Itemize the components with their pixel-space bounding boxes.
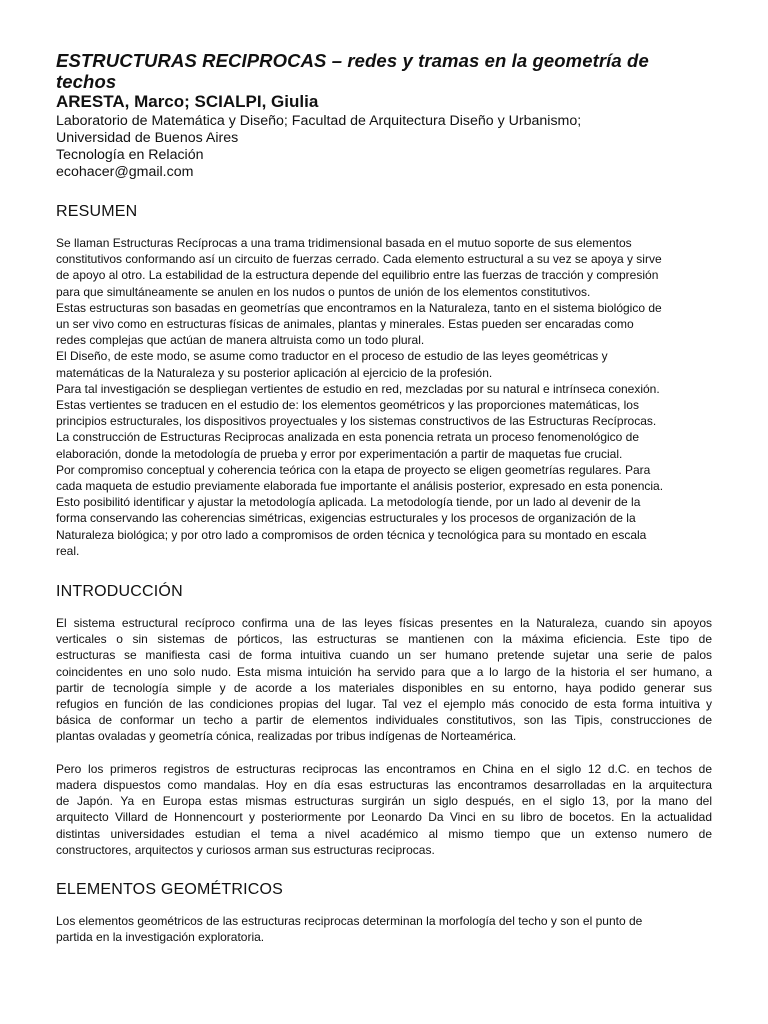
body-line: refugios en función de las condiciones propias del lugar. Tal vez el ejemplo más conocido de esta forma intuitiva y <box>56 697 712 712</box>
body-line: constructores, arquitectos y curiosos arman sus estructuras reciprocas. <box>56 842 435 857</box>
body-line: de apoyo al otro. La estabilidad de la estructura depende del equilibrio entre las fuerzas de tracción y compresión <box>56 268 659 283</box>
affiliation-line: Tecnología en Relación <box>56 147 204 163</box>
body-line: Por compromiso conceptual y coherencia teórica con la etapa de proyecto se eligen geometrías regulares. Para <box>56 462 651 477</box>
body-line: Estas vertientes se traducen en el estudio de: los elementos geométricos y las proporciones matemáticas, los <box>56 398 639 413</box>
affiliation-block <box>56 113 712 181</box>
section-heading-introduccion: INTRODUCCIÓN <box>56 583 183 601</box>
body-line: plantas ovaladas y geometría cónica, realizadas por tribus indígenas de Norteamérica. <box>56 729 517 744</box>
contact-email: ecohacer@gmail.com <box>56 164 194 180</box>
body-line: La construcción de Estructuras Reciprocas analizada en esta ponencia retrata un proceso fenomenológico de <box>56 430 640 445</box>
body-line: Pero los primeros registros de estructuras reciprocas las encontramos en China en el siglo 12 d.C. en techos de <box>56 761 712 776</box>
body-line: Para tal investigación se despliegan vertientes de estudio en red, mezcladas por su natural e intrínseca conexión. <box>56 381 660 396</box>
title-line: techos <box>56 71 117 92</box>
introduccion-paragraph-1 <box>56 615 712 745</box>
body-line: constitutivos conformando así un circuito de fuerzas cerrado. Cada elemento estructural a su vez se apoya y sirve <box>56 252 662 267</box>
body-line: partida en la investigación exploratoria. <box>56 930 265 945</box>
authors: ARESTA, Marco; SCIALPI, Giulia <box>56 92 319 111</box>
introduccion-paragraph-2 <box>56 761 712 858</box>
body-line: redes complejas que actúan de manera altruista como un todo plural. <box>56 333 425 348</box>
body-line: cada maqueta de estudio previamente elaborada fue importante el análisis posterior, expresado en esta ponencia. <box>56 479 664 494</box>
title-line: ESTRUCTURAS RECIPROCAS – redes y tramas en la geometría de <box>56 50 649 71</box>
body-line: real. <box>56 543 80 558</box>
resumen-body <box>56 235 712 559</box>
body-line: Los elementos geométricos de las estructuras reciprocas determinan la morfología del techo y son el punto de <box>56 913 643 928</box>
body-line: verticales o sin sistemas de pórticos, las estructuras se mantienen con la máxima eficiencia. Este tipo de <box>56 632 712 647</box>
body-line: El Diseño, de este modo, se asume como traductor en el proceso de estudio de las leyes geométricas y <box>56 349 608 364</box>
paper-title <box>56 50 712 92</box>
body-line: principios estructurales, los dispositivos proyectuales y los sistemas constructivos de las Estructuras Recíprocas. <box>56 414 657 429</box>
body-line: básica de conformar un techo a partir de elementos individuales constitutivos, son las Tipis, construcciones de <box>56 713 712 728</box>
affiliation-line: Laboratorio de Matemática y Diseño; Facultad de Arquitectura Diseño y Urbanismo; <box>56 113 582 129</box>
body-line: distintas universidades estudian el tema a nivel académico al mismo tiempo que un extenso numero de <box>56 826 712 841</box>
body-line: Estas estructuras son basadas en geometrías que encontramos en la Naturaleza, tanto en el sistema biológico de <box>56 300 662 315</box>
body-line: Naturaleza biológica; y por otro lado a compromisos de orden técnica y tecnológica para su montado en escala <box>56 527 647 542</box>
body-line: elaboración, donde la metodología de prueba y error por experimentación a partir de maquetas fue crucial. <box>56 446 623 461</box>
body-line: de Japón. Ya en Europa estas mismas estructuras surgirán un siglo después, en el siglo 13, por la mano del <box>56 794 712 809</box>
elementos-body <box>56 913 712 945</box>
section-heading-elementos-geometricos: ELEMENTOS GEOMÉTRICOS <box>56 880 284 898</box>
body-line: matemáticas de la Naturaleza y su posterior aplicación al ejercicio de la profesión. <box>56 365 493 380</box>
body-line: arquitecto Villard de Honnencourt y posteriormente por Leonardo Da Vinci en su libro de bocetos. En la actualidad <box>56 810 712 825</box>
affiliation-line: Universidad de Buenos Aires <box>56 130 239 146</box>
body-line: forma conservando las coherencias simétricas, exigencias estructurales y los procesos de organización de la <box>56 511 636 526</box>
body-line: un ser vivo como en estructuras físicas de animales, plantas y minerales. Estas pueden ser encaradas como <box>56 317 634 332</box>
body-line: estructuras se manifiesta casi de forma intuitiva cuando un ser humano pretende sujetar una serie de palos <box>56 648 712 663</box>
body-line: para que simultáneamente se anulen en los nudos o puntos de unión de los elementos constitutivos. <box>56 284 591 299</box>
body-line: Esto posibilitó identificar y ajustar la metodología aplicada. La metodología tiende, por un lado al devenir de la <box>56 495 641 510</box>
body-line: madera dispuestos como mandalas. Hoy en día esas estructuras las encontramos desarrolladas en la arquitectura <box>56 777 712 792</box>
body-line: coincidentes en uno solo nudo. Esta misma intuición ha servido para que a lo largo de la historia el ser humano, a <box>56 664 712 679</box>
body-line: El sistema estructural recíproco confirma una de las leyes físicas presentes en la Naturaleza, cuando sin apoyos <box>56 616 712 631</box>
section-heading-resumen: RESUMEN <box>56 203 138 220</box>
body-line: partir de tecnología simple y de acorde a los materiales disponibles en su entorno, haya podido generar sus <box>56 680 712 695</box>
body-line: Se llaman Estructuras Recíprocas a una trama tridimensional basada en el mutuo soporte de sus elementos <box>56 236 632 250</box>
paragraph-gap <box>56 745 712 761</box>
